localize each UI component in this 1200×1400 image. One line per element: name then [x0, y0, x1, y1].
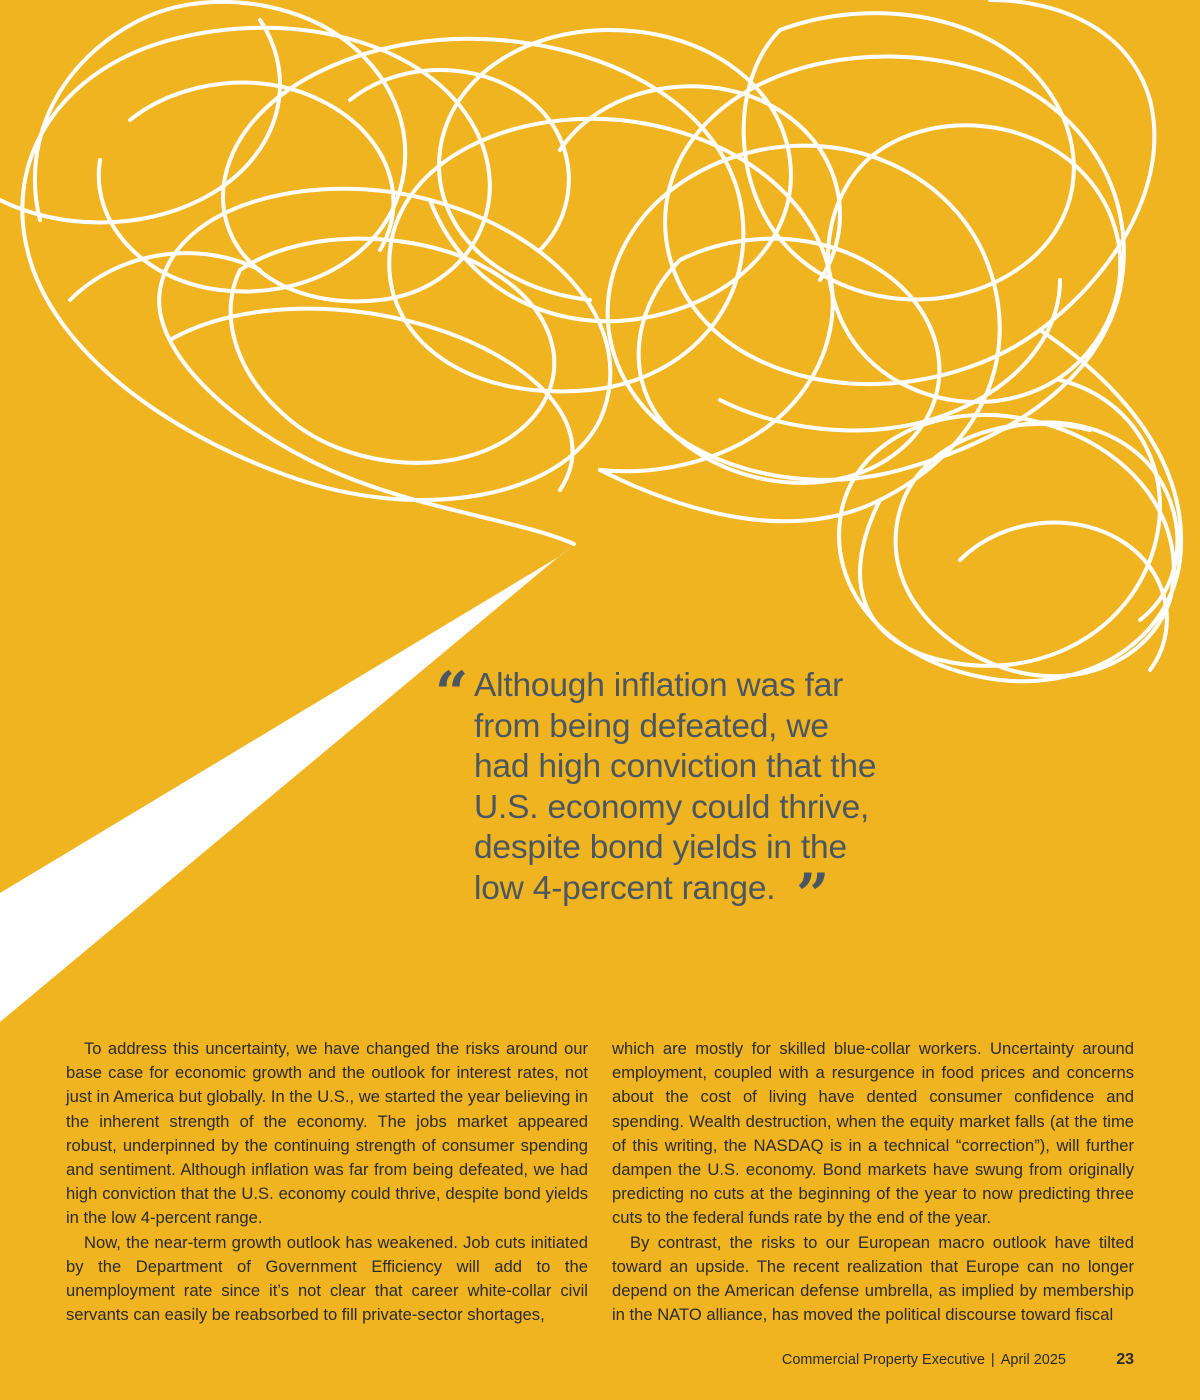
issue-date: April 2025 [1000, 1352, 1066, 1368]
pull-quote [474, 666, 914, 909]
publication-name: Commercial Property Executive [781, 1352, 985, 1368]
pull-quote-line: Although inflation was far [474, 667, 844, 704]
pull-quote-line: U.S. economy could thrive, [474, 788, 870, 826]
pull-quote-line: despite bond yields in the [474, 829, 847, 866]
article-paragraph: To address this uncertainty, we have changed the risks around our base case for economic growth and the outlook for interest rates, not just in America but globally. In the U.S., we started the year believing in the inherent strength of the economy. The jobs market appeared robust, underpinned by the continuing strength of consumer spending and sentiment. Although inflation was far from being defeated, we had high conviction that the U.S. economy could thrive, despite bond yields in the low 4-percent range. [66, 1039, 588, 1228]
article-column-left [66, 1037, 588, 1327]
scribble-loops [0, 0, 1181, 681]
footer-separator: | [990, 1352, 995, 1368]
publication-info [782, 1352, 1066, 1368]
pull-quote-line: low 4-percent range. [474, 869, 776, 907]
page-number: 23 [1116, 1351, 1134, 1368]
article-paragraph: Now, the near-term growth outlook has weakened. Job cuts initiated by the Department of Government Efficiency will add to the unemployment rate since it’s not clear that career white-collar civil servants can easily be reabsorbed to fill private-sector shortages, [66, 1232, 588, 1325]
article-paragraph: By contrast, the risks to our European macro outlook have tilted toward an upside. The recent realization that Europe can no longer depend on the American defense umbrella, as implied by membership in the NATO alliance, has moved the political discourse toward fiscal [612, 1232, 1134, 1325]
open-quote-mark: “ [435, 659, 469, 727]
pull-quote-line: had high conviction that the [474, 748, 877, 785]
article-column-right [612, 1037, 1134, 1327]
article-paragraph: which are mostly for skilled blue-collar workers. Uncertainty around employment, coupled with a resurgence in food prices and concerns about the cost of living have dented consumer confidence and spending. Wealth destruction, when the equity market falls (at the time of this writing, the NASDAQ is in a technical “correction”), will further dampen the U.S. economy. Bond markets have swung from originally predicting no cuts at the beginning of the year to now predicting three cuts to the federal funds rate by the end of the year. [612, 1039, 1134, 1228]
pull-quote-line: from being defeated, we [474, 707, 829, 745]
close-quote-mark: ” [796, 861, 830, 929]
